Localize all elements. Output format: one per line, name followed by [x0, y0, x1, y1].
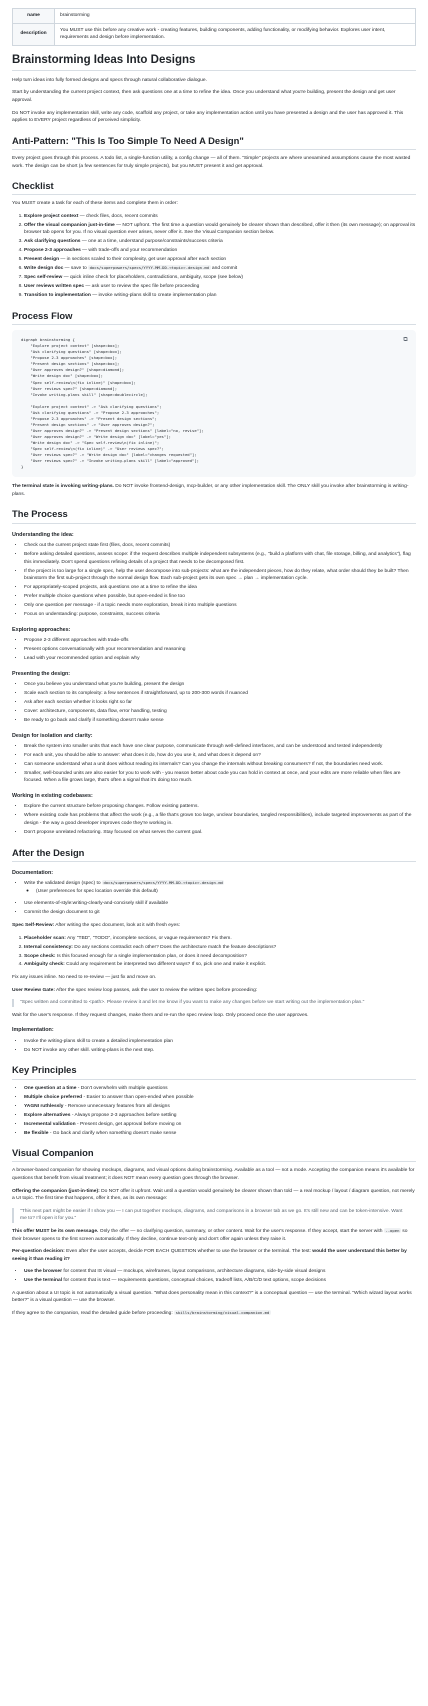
list-item: 2. Internal consistency: Do any sections contradict each other? Does the architecture match the feature descriptions?: [24, 944, 416, 952]
key-principles-heading: Key Principles: [12, 1064, 416, 1079]
list-item: • For each unit, you should be able to answer: what does it do, how do you use it, and what does it depend on?: [24, 752, 416, 760]
list-item: • If the project is too large for a single spec, help the user decompose into sub-projects: what are the independent pieces, how do they relate, what order should they be built? Then brainstorm the first sub-project through the normal design flow. Each sub-project gets its own spec → plan → implementation cycle.: [24, 568, 416, 583]
list-item: • Cover: architecture, components, data flow, error handling, testing: [24, 708, 416, 716]
checklist-item: 3. Ask clarifying questions — one at a time, understand purpose/constraints/success criteria: [24, 238, 416, 246]
checklist-list: [12, 213, 416, 300]
list-item: • Be ready to go back and clarify if something doesn't make sense: [24, 717, 416, 725]
offer-quote: "This next part might be easier if I show you — I can put together mockups, diagrams, and comparisons in a browser tab as we go. It's still new and can be token-intensive. Want me to? I'll open it for you.": [12, 1208, 416, 1223]
list-item: • Do NOT invoke any other skill. writing-plans is the next step.: [24, 1047, 416, 1055]
exploring-heading: Exploring approaches:: [12, 626, 71, 633]
list-item: 1. Placeholder scan: Any "TBD", "TODO", incomplete sections, or vague requirements? Fix them.: [24, 935, 416, 943]
checklist-item: 9. Transition to implementation — invoke writing-plans skill to create implementation plan: [24, 292, 416, 300]
list-item: • Use the browser for content that IS visual — mockups, wireframes, layout comparisons, architecture diagrams, side-by-side visual designs: [24, 1268, 416, 1276]
checklist-item: 8. User reviews written spec — ask user to review the spec file before proceeding: [24, 283, 416, 291]
checklist-item: 4. Propose 2-3 approaches — with trade-offs and your recommendation: [24, 247, 416, 255]
antipattern-heading: Anti-Pattern: "This Is Too Simple To Need A Design": [12, 135, 416, 150]
list-item: • Lead with your recommended option and explain why: [24, 655, 416, 663]
list-item: 4. Ambiguity check: Could any requirement be interpreted two different ways? If so, pick one and make it explicit.: [24, 961, 416, 969]
list-item: • Explore the current structure before proposing changes. Follow existing patterns.: [24, 803, 416, 811]
review-request-quote: "Spec written and committed to <path>. Please review it and let me know if you want to make any changes before we start writing out the implementation plan.": [12, 999, 416, 1007]
frontmatter-key-description: description: [13, 23, 55, 45]
frontmatter-row-description: [13, 23, 416, 45]
understanding-list: [12, 542, 416, 619]
list-item: • Break the system into smaller units that each have one clear purpose, communicate through well-defined interfaces, and can be understood and tested independently: [24, 743, 416, 751]
frontmatter-table: [12, 8, 416, 46]
ui-topic-paragraph: A question about a UI topic is not automatically a visual question. "What does personality mean in this context?" is a conceptual question — use the terminal. "Which wizard layout works better?" is a visual question — use the browser.: [12, 1290, 412, 1304]
checklist-item: 6. Write design doc — save to docs/superpowers/specs/YYYY-MM-DD-<topic>-design.md and commit: [24, 265, 416, 273]
list-item: • Prefer multiple choice questions when possible, but open-ended is fine too: [24, 593, 416, 601]
list-item: • One question at a time - Don't overwhelm with multiple questions: [24, 1085, 416, 1093]
list-item: • Use elements-of-style:writing-clearly-and-concisely skill if available: [24, 900, 416, 908]
list-item: • Multiple choice preferred - Easier to answer than open-ended when possible: [24, 1094, 416, 1102]
list-item: • Propose 2-3 different approaches with trade-offs: [24, 637, 416, 645]
frontmatter-value-description: You MUST use this before any creative work - creating features, building components, adding functionality, or modifying behavior. Explores user intent, requirements and design before implementation.: [55, 23, 416, 45]
list-item: • Once you believe you understand what you're building, present the design: [24, 681, 416, 689]
hard-gate-paragraph: Do NOT invoke any implementation skill, write any code, scaffold any project, or take any implementation action until you have presented a design and the user has approved it. This applies to EVERY project regardless of perceived simplicity.: [12, 110, 404, 124]
antipattern-paragraph: Every project goes through this process. A todo list, a single-function utility, a config change — all of them. "Simple" projects are where unexamined assumptions cause the most wasted work. The design can be short (a few sentences for truly simple projects), but you MUST present it and get approval.: [12, 155, 411, 169]
fix-inline-paragraph: Fix any issues inline. No need to re-review — just fix and move on.: [12, 975, 157, 981]
list-item: • Commit the design document to git: [24, 909, 416, 917]
list-item: • Explore alternatives - Always propose 2-3 approaches before settling: [24, 1112, 416, 1120]
own-message-paragraph: This offer MUST be its own message. Only the offer — no clarifying question, summary, or other content. Wait for the user's response. If they accept, start the server with --open so their browser opens to the first screen automatically. If they decline, continue text-only and don't offer again unless they raise it.: [12, 1227, 408, 1242]
checklist-item: 5. Present design — in sections scaled to their complexity, get user approval after each section: [24, 256, 416, 264]
implementation-heading: Implementation:: [12, 1027, 54, 1034]
implementation-list: [12, 1038, 416, 1055]
understanding-heading: Understanding the idea:: [12, 531, 74, 538]
the-process-heading: The Process: [12, 508, 416, 523]
page-title: Brainstorming Ideas Into Designs: [12, 53, 416, 71]
list-item: • Present options conversationally with your recommendation and reasoning: [24, 646, 416, 654]
terminal-state-paragraph: The terminal state is invoking writing-plans. Do NOT invoke frontend-design, mcp-builder, or any other implementation skill. The ONLY skill you invoke after brainstorming is writing-plans.: [12, 484, 409, 497]
spec-path-code: docs/superpowers/specs/YYYY-MM-DD-<topic>-design.md: [89, 265, 210, 271]
process-flow-heading: Process Flow: [12, 310, 416, 325]
exploring-list: [12, 637, 416, 663]
digraph-code: digraph brainstorming { "Explore project context" [shape=box]; "Ask clarifying questions" [shape=box]; "Propose 2-3 approaches" [shape=box]; "Present design sections" [shape=box]; "User approves design?" [shape=diamond]; "Write design doc" [shape=box]; "Spec self-review\n(fix inline)" [shape=box]; "User reviews spec?" [shape=diamond]; "Invoke writing-plans skill" [shape=doublecircle]; "Explore project context" -> "Ask clarifying questions"; "Ask clarifying questions" -> "Propose 2-3 approaches"; "Propose 2-3 approaches" -> "Present design sections"; "Present design sections" -> "User approves design?"; "User approves design?" -> "Present design sections" [label="no, revise"]; "User approves design?" -> "Write design doc" [label="yes"]; "Write design doc" -> "Spec self-review\n(fix inline)"; "Spec self-review\n(fix inline)" -> "User reviews spec?"; "User reviews spec?" -> "Write design doc" [label="changes requested"]; "User reviews spec?" -> "Invoke writing-plans skill" [label="approved"]; }: [21, 337, 204, 470]
spec-path-code: docs/superpowers/specs/YYYY-MM-DD-<topic>-design.md: [103, 880, 223, 886]
agree-paragraph: If they agree to the companion, read the detailed guide before proceeding: skills/brainstorming/visual-companion.md: [12, 1310, 270, 1317]
self-review-list: [12, 935, 416, 970]
isolation-list: [12, 743, 416, 785]
checklist-heading: Checklist: [12, 180, 416, 195]
existing-codebases-list: [12, 803, 416, 836]
isolation-heading: Design for isolation and clarity:: [12, 732, 93, 739]
visual-companion-heading: Visual Companion: [12, 1147, 416, 1162]
list-item: ◦ (User preferences for spec location override this default): [36, 888, 416, 896]
list-item: • For appropriately-scoped projects, ask questions one at a time to refine the idea: [24, 584, 416, 592]
frontmatter-value-name: brainstorming: [55, 9, 416, 24]
list-item: • Only one question per message - if a topic needs more exploration, break it into multiple questions: [24, 602, 416, 610]
frontmatter-key-name: name: [13, 9, 55, 24]
open-flag-code: --open: [385, 1227, 400, 1233]
guide-path-code: skills/brainstorming/visual-companion.md: [175, 1310, 270, 1316]
documentation-heading: Documentation:: [12, 869, 54, 876]
list-item: • Be flexible - Go back and clarify when something doesn't make sense: [24, 1130, 416, 1138]
list-item: • Ask after each section whether it looks right so far: [24, 699, 416, 707]
list-item: • Write the validated design (spec) to docs/superpowers/specs/YYYY-MM-DD-<topic>-design.md ◦ (User preferences for spec location override this default): [24, 880, 416, 895]
list-item: • Focus on understanding: purpose, constraints, success criteria: [24, 611, 416, 619]
list-item: • Use the terminal for content that is text — requirements questions, conceptual choices, tradeoff lists, A/B/C/D text options, scope decisions: [24, 1277, 416, 1285]
key-principles-list: [12, 1085, 416, 1138]
intro-paragraph: Start by understanding the current project context, then ask questions one at a time to refine the idea. Once you understand what you're building, present the design and get user approval.: [12, 90, 396, 103]
list-item: • Check out the current project state first (files, docs, recent commits): [24, 542, 416, 550]
list-item: • Smaller, well-bounded units are also easier for you to work with - you reason better about code you can hold in context at once, and your edits are more reliable when files are focused. When a file grows large, that's often a signal that it's doing too much.: [24, 770, 416, 785]
user-review-gate-paragraph: User Review Gate: After the spec review loop passes, ask the user to review the written spec before proceeding:: [12, 987, 258, 993]
list-item: • Where existing code has problems that affect the work (e.g., a file that's grown too large, unclear boundaries, tangled responsibilities), include targeted improvements as part of the design - the way a good developer improves code they're working in.: [24, 812, 416, 827]
existing-codebases-heading: Working in existing codebases:: [12, 793, 93, 800]
presenting-heading: Presenting the design:: [12, 670, 71, 677]
presenting-list: [12, 681, 416, 725]
list-item: • Invoke the writing-plans skill to create a detailed implementation plan: [24, 1038, 416, 1046]
nested-list: [24, 888, 416, 896]
checklist-item: 2. Offer the visual companion just-in-time — NOT upfront. The first time a question would genuinely be clearer shown than described, offer it then (its own message); on approval its browser tab opens for you. If no visual question ever arises, never offer it. See the Visual Companion section below.: [24, 222, 416, 237]
browser-terminal-list: [12, 1268, 416, 1285]
documentation-list: [12, 880, 416, 917]
checklist-item: 1. Explore project context — check files, docs, recent commits: [24, 213, 416, 221]
list-item: • Can someone understand what a unit does without reading its internals? Can you change the internals without breaking consumers? If not, the boundaries need work.: [24, 761, 416, 769]
list-item: • YAGNI ruthlessly - Remove unnecessary features from all designs: [24, 1103, 416, 1111]
offering-paragraph: Offering the companion (just-in-time): Do NOT offer it upfront. Wait until a question would genuinely be clearer shown than told — a real mockup / layout / diagram question, not merely a UI topic. The first time that happens, offer it then, as its own message:: [12, 1188, 415, 1202]
wait-paragraph: Wait for the user's response. If they request changes, make them and re-run the spec review loop. Only proceed once the user approves.: [12, 1012, 309, 1018]
checklist-intro: You MUST create a task for each of these items and complete them in order:: [12, 201, 178, 207]
visual-intro-paragraph: A browser-based companion for showing mockups, diagrams, and visual options during brainstorming. Available as a tool — not a mode. Accepting the companion means it's available for questions that benefit from visual treatment; it does NOT mean every question goes through the browser.: [12, 1168, 415, 1181]
after-design-heading: After the Design: [12, 847, 416, 862]
per-question-paragraph: Per-question decision: Even after the user accepts, decide FOR EACH QUESTION whether to use the browser or the terminal. The test: would the user understand this better by seeing it than reading it?: [12, 1249, 407, 1262]
list-item: • Scale each section to its complexity: a few sentences if straightforward, up to 200-300 words if nuanced: [24, 690, 416, 698]
list-item: • Incremental validation - Present design, get approval before moving on: [24, 1121, 416, 1129]
list-item: • Before asking detailed questions, assess scope: if the request describes multiple independent subsystems (e.g., "build a platform with chat, file storage, billing, and analytics"), flag this immediately. Don't spend questions refining details of a project that needs to be decomposed first.: [24, 551, 416, 566]
copy-icon[interactable]: ⧉: [403, 336, 408, 344]
intro-paragraph: Help turn ideas into fully formed designs and specs through natural collaborative dialogue.: [12, 77, 207, 83]
list-item: • Don't propose unrelated refactoring. Stay focused on what serves the current goal.: [24, 829, 416, 837]
self-review-paragraph: Spec Self-Review: After writing the spec document, look at it with fresh eyes:: [12, 922, 180, 928]
frontmatter-row-name: [13, 9, 416, 24]
process-flow-code-block: [12, 330, 416, 477]
checklist-item: 7. Spec self-review — quick inline check for placeholders, contradictions, ambiguity, scope (see below): [24, 274, 416, 282]
list-item: 3. Scope check: Is this focused enough for a single implementation plan, or does it need decomposition?: [24, 953, 416, 961]
